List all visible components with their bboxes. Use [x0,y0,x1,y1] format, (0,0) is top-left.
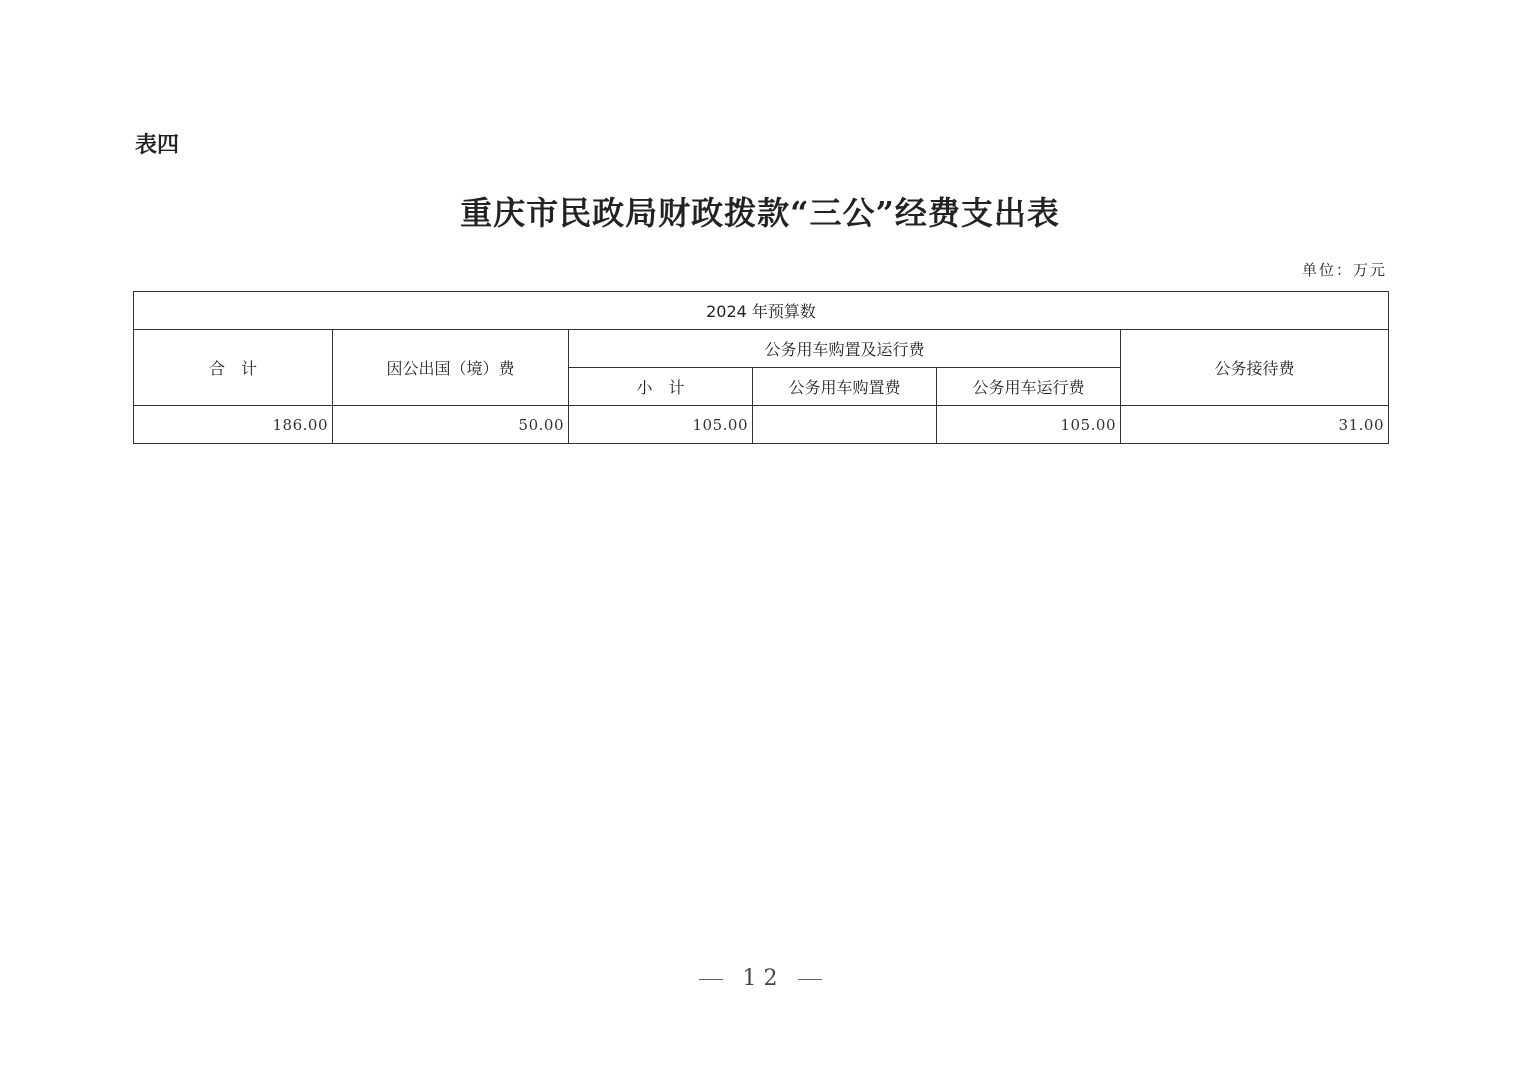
footer-dash-left [699,979,723,980]
page-footer [0,966,1520,991]
document-title: 重庆市民政局财政拨款“三公”经费支出表 [460,194,1060,232]
table-year-row [134,292,1389,330]
budget-table [133,291,1389,444]
cell-total: 186.00 [134,406,333,444]
page-number: 1 2 [742,966,778,991]
header-vehicle-operation: 公务用车运行费 [937,368,1121,406]
header-vehicle-purchase: 公务用车购置费 [753,368,937,406]
table-header-row [134,330,1389,368]
header-vehicle-group: 公务用车购置及运行费 [569,330,1121,368]
section-label: 表四 [135,133,180,158]
year-header: 2024 年预算数 [134,292,1389,330]
header-vehicle-subtotal: 小 计 [569,368,753,406]
table-row [134,406,1389,444]
unit-label: 单位：万元 [1301,261,1387,279]
header-overseas: 因公出国（境）费 [333,330,569,406]
cell-vehicle-operation: 105.00 [937,406,1121,444]
cell-vehicle-purchase [753,406,937,444]
cell-overseas: 50.00 [333,406,569,444]
header-total: 合 计 [134,330,333,406]
cell-vehicle-subtotal: 105.00 [569,406,753,444]
header-reception: 公务接待费 [1121,330,1389,406]
footer-dash-right [798,979,822,980]
cell-reception: 31.00 [1121,406,1389,444]
